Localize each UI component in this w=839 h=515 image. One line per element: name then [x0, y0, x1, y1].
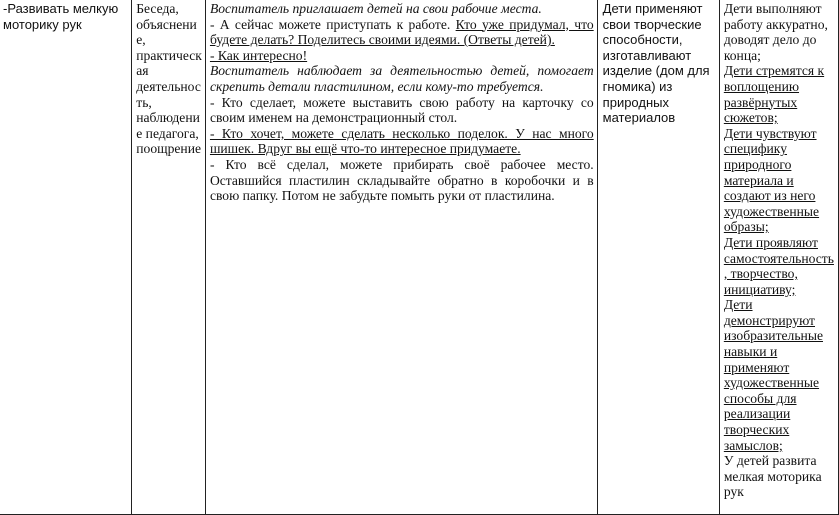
methods-text: Беседа, объяснение, практическая деятельность, наблюдение педагога, поощрение — [136, 1, 202, 157]
teacher-paragraph-4: Воспитатель наблюдает за деятельностью детей, помогает скрепить детали пластилином, если кому-то требуется. — [209, 63, 594, 94]
result-6: У детей развита мелкая моторика рук — [723, 453, 822, 500]
result-4: Дети проявляют самостоятельность, творчество, инициативу; — [723, 234, 834, 297]
result-1: Дети выполняют работу аккуратно, доводят дело до конца; — [723, 1, 828, 63]
result-3: Дети чувствуют специфику природного материала и создают из него художественные образы; — [723, 125, 820, 235]
teacher-paragraph-6: - Кто хочет, можете сделать несколько поделок. У нас много шишек. Вдруг вы ещё что-то интересное придумаете. — [209, 125, 594, 157]
results-cell — [719, 0, 838, 515]
teacher-paragraph-1: Воспитатель приглашает детей на свои рабочие места. — [209, 1, 542, 16]
result-2: Дети стремятся к воплощению развёрнутых сюжетов; — [723, 63, 825, 126]
teacher-activity-cell — [205, 0, 597, 515]
teacher-paragraph-7: - Кто всё сделал, можете прибирать своё рабочее место. Оставшийся пластилин складывайте обратно в коробочки и в свою папку. Потом не забудьте помыть руки от пластилина. — [209, 156, 594, 204]
children-activity-cell — [597, 0, 719, 515]
children-activity-text: Дети применяют свои творческие способности, изготавливают изделие (дом для гномика) из природных материалов — [602, 1, 710, 126]
teacher-paragraph-2: - А сейчас можете приступать к работе. Кто уже придумал, что будете делать? Поделитесь своими идеями. (Ответы детей). — [209, 16, 594, 48]
teacher-paragraph-5: - Кто сделает, можете выставить свою работу на карточку со своим именем на демонстрационный стол. — [209, 94, 594, 126]
teacher-paragraph-3: - Как интересно! — [209, 47, 308, 63]
result-5: Дети демонстрируют изобразительные навыки и применяют художественные способы для реализации творческих замыслов; — [723, 297, 823, 453]
goal-text: -Развивать мелкую моторику рук — [3, 1, 119, 32]
methods-cell — [132, 0, 206, 515]
goal-cell — [0, 0, 132, 515]
